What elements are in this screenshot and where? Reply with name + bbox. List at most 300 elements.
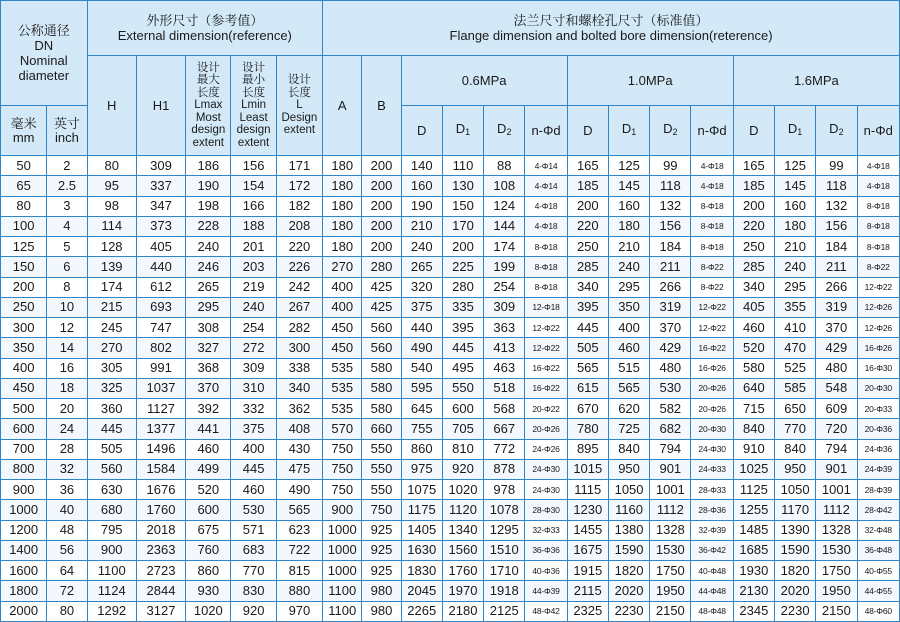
external-dimension-header xyxy=(87,1,323,56)
table-cell: 20-Φ30 xyxy=(691,419,733,439)
table-cell: 368 xyxy=(186,358,231,378)
d1-sub: 1 xyxy=(631,127,637,137)
d-header-10: D xyxy=(567,106,608,156)
table-cell: 925 xyxy=(362,561,401,581)
table-cell: 44-Φ48 xyxy=(691,581,733,601)
table-cell: 200 xyxy=(567,196,608,216)
table-cell: 645 xyxy=(401,399,442,419)
table-cell: 408 xyxy=(276,419,322,439)
table-row xyxy=(1,399,900,419)
table-cell: 1710 xyxy=(484,561,525,581)
table-cell: 24-Φ26 xyxy=(525,439,567,459)
table-cell: 36-Φ42 xyxy=(691,540,733,560)
table-cell: 32-Φ33 xyxy=(525,520,567,540)
table-cell: 1377 xyxy=(136,419,185,439)
table-cell: 560 xyxy=(362,318,401,338)
table-cell: 24-Φ33 xyxy=(691,459,733,479)
table-cell: 750 xyxy=(323,439,362,459)
table-cell: 2230 xyxy=(774,601,815,622)
table-cell: 615 xyxy=(567,378,608,398)
mm-en: mm xyxy=(12,129,35,145)
table-cell: 180 xyxy=(323,237,362,257)
table-row xyxy=(1,601,900,622)
table-cell: 266 xyxy=(816,277,857,297)
table-cell: 840 xyxy=(774,439,815,459)
table-cell: 150 xyxy=(1,257,47,277)
table-cell: 1200 xyxy=(1,520,47,540)
table-cell: 609 xyxy=(816,399,857,419)
table-cell: 125 xyxy=(774,156,815,176)
table-cell: 200 xyxy=(362,237,401,257)
table-cell: 568 xyxy=(484,399,525,419)
d2-sub: 2 xyxy=(506,127,512,137)
table-cell: 266 xyxy=(650,277,691,297)
table-row xyxy=(1,277,900,297)
table-cell: 600 xyxy=(186,500,231,520)
table-cell: 580 xyxy=(362,378,401,398)
table-cell: 80 xyxy=(1,196,47,216)
table-cell: 1075 xyxy=(401,480,442,500)
table-cell: 1328 xyxy=(650,520,691,540)
table-row xyxy=(1,196,900,216)
table-cell: 535 xyxy=(323,399,362,419)
table-cell: 565 xyxy=(567,358,608,378)
table-cell: 550 xyxy=(442,378,483,398)
pressure-10-header: 1.0MPa xyxy=(567,56,733,106)
table-cell: 770 xyxy=(231,561,276,581)
table-row xyxy=(1,358,900,378)
table-row xyxy=(1,156,900,176)
d2-main: D xyxy=(663,121,673,136)
table-cell: 2020 xyxy=(774,581,815,601)
table-cell: 16-Φ26 xyxy=(691,358,733,378)
table-cell: 203 xyxy=(231,257,276,277)
table-cell: 600 xyxy=(442,399,483,419)
table-cell: 250 xyxy=(1,297,47,317)
table-cell: 220 xyxy=(567,216,608,236)
pressure-16-header: 1.6MPa xyxy=(733,56,899,106)
table-cell: 3127 xyxy=(136,601,185,622)
table-cell: 362 xyxy=(276,399,322,419)
lmin-en-line2: design xyxy=(236,124,271,137)
table-cell: 2 xyxy=(47,156,87,176)
table-cell: 530 xyxy=(650,378,691,398)
table-cell: 285 xyxy=(567,257,608,277)
h1-header: H1 xyxy=(136,56,185,156)
nominal-diameter-header xyxy=(1,1,88,106)
table-cell: 1750 xyxy=(650,561,691,581)
table-cell: 535 xyxy=(323,378,362,398)
table-cell: 2345 xyxy=(733,601,774,622)
table-cell: 282 xyxy=(276,318,322,338)
table-cell: 880 xyxy=(276,581,322,601)
table-cell: 2125 xyxy=(484,601,525,622)
d2-sub: 2 xyxy=(672,127,678,137)
table-cell: 755 xyxy=(401,419,442,439)
table-cell: 580 xyxy=(733,358,774,378)
table-cell: 450 xyxy=(323,318,362,338)
table-cell: 470 xyxy=(774,338,815,358)
table-cell: 525 xyxy=(774,358,815,378)
table-cell: 1584 xyxy=(136,459,185,479)
table-row xyxy=(1,297,900,317)
table-cell: 794 xyxy=(650,439,691,459)
table-cell: 1000 xyxy=(323,561,362,581)
table-cell: 1685 xyxy=(733,540,774,560)
table-row xyxy=(1,439,900,459)
table-cell: 925 xyxy=(362,520,401,540)
lmin-en-line1: Least xyxy=(239,111,268,124)
table-cell: 1112 xyxy=(816,500,857,520)
table-cell: 425 xyxy=(362,297,401,317)
table-cell: 1292 xyxy=(87,601,136,622)
table-cell: 1015 xyxy=(567,459,608,479)
table-cell: 108 xyxy=(484,176,525,196)
h-header: H xyxy=(87,56,136,156)
table-cell: 165 xyxy=(567,156,608,176)
table-cell: 128 xyxy=(87,237,136,257)
table-cell: 991 xyxy=(136,358,185,378)
table-cell: 930 xyxy=(186,581,231,601)
table-cell: 499 xyxy=(186,459,231,479)
table-cell: 295 xyxy=(608,277,649,297)
table-cell: 500 xyxy=(1,399,47,419)
table-cell: 460 xyxy=(231,480,276,500)
table-cell: 2020 xyxy=(608,581,649,601)
table-cell: 309 xyxy=(136,156,185,176)
table-cell: 1001 xyxy=(650,480,691,500)
table-cell: 840 xyxy=(733,419,774,439)
d2-header-06 xyxy=(484,106,525,156)
table-cell: 325 xyxy=(87,378,136,398)
table-cell: 18 xyxy=(47,378,87,398)
table-cell: 28-Φ42 xyxy=(857,500,899,520)
table-cell: 450 xyxy=(1,378,47,398)
l-cn-line2: 长度 xyxy=(287,86,311,99)
d1-header-16 xyxy=(774,106,815,156)
table-cell: 16-Φ22 xyxy=(525,378,567,398)
table-cell: 226 xyxy=(276,257,322,277)
table-cell: 160 xyxy=(774,196,815,216)
dn-en: Nominal diameter xyxy=(18,53,70,83)
table-cell: 1020 xyxy=(442,480,483,500)
table-cell: 250 xyxy=(567,237,608,257)
table-cell: 332 xyxy=(231,399,276,419)
table-cell: 1405 xyxy=(401,520,442,540)
table-cell: 1000 xyxy=(323,540,362,560)
table-cell: 1100 xyxy=(323,581,362,601)
table-cell: 920 xyxy=(231,601,276,622)
table-cell: 395 xyxy=(442,318,483,338)
table-cell: 12-Φ22 xyxy=(525,338,567,358)
table-cell: 98 xyxy=(87,196,136,216)
table-cell: 1020 xyxy=(186,601,231,622)
table-cell: 2150 xyxy=(816,601,857,622)
table-cell: 4-Φ14 xyxy=(525,156,567,176)
table-cell: 2018 xyxy=(136,520,185,540)
table-cell: 188 xyxy=(231,216,276,236)
table-cell: 184 xyxy=(816,237,857,257)
table-cell: 28-Φ33 xyxy=(691,480,733,500)
table-cell: 8-Φ22 xyxy=(691,277,733,297)
table-cell: 4-Φ14 xyxy=(525,176,567,196)
nphi-header-10: n-Φd xyxy=(691,106,733,156)
table-cell: 16-Φ30 xyxy=(857,358,899,378)
table-cell: 254 xyxy=(231,318,276,338)
table-cell: 682 xyxy=(650,419,691,439)
table-cell: 211 xyxy=(650,257,691,277)
lmin-en-line3: extent xyxy=(237,136,270,149)
table-cell: 1455 xyxy=(567,520,608,540)
table-cell: 895 xyxy=(567,439,608,459)
table-cell: 1380 xyxy=(608,520,649,540)
table-cell: 200 xyxy=(362,196,401,216)
table-cell: 550 xyxy=(362,459,401,479)
table-cell: 2180 xyxy=(442,601,483,622)
table-cell: 8-Φ18 xyxy=(525,257,567,277)
table-cell: 145 xyxy=(608,176,649,196)
dn-code: DN xyxy=(34,38,54,53)
d-header-06: D xyxy=(401,106,442,156)
l-en-line2: extent xyxy=(283,124,316,137)
d2-header-10 xyxy=(650,106,691,156)
table-cell: 1112 xyxy=(650,500,691,520)
table-cell: 400 xyxy=(608,318,649,338)
table-row xyxy=(1,338,900,358)
table-cell: 900 xyxy=(323,500,362,520)
table-cell: 490 xyxy=(401,338,442,358)
table-cell: 337 xyxy=(136,176,185,196)
table-cell: 910 xyxy=(733,439,774,459)
table-cell: 1160 xyxy=(608,500,649,520)
table-cell: 272 xyxy=(231,338,276,358)
table-cell: 4-Φ18 xyxy=(691,176,733,196)
table-cell: 565 xyxy=(608,378,649,398)
table-cell: 463 xyxy=(484,358,525,378)
table-cell: 20-Φ26 xyxy=(691,378,733,398)
table-cell: 198 xyxy=(186,196,231,216)
table-cell: 550 xyxy=(362,439,401,459)
table-cell: 48 xyxy=(47,520,87,540)
table-cell: 580 xyxy=(362,399,401,419)
b-header: B xyxy=(362,56,401,156)
table-cell: 171 xyxy=(276,156,322,176)
table-cell: 88 xyxy=(484,156,525,176)
lmax-cn-line3: 长度 xyxy=(196,86,220,99)
table-cell: 1590 xyxy=(608,540,649,560)
table-cell: 210 xyxy=(608,237,649,257)
table-cell: 770 xyxy=(774,419,815,439)
lmax-en-line3: extent xyxy=(192,136,224,149)
table-cell: 44-Φ39 xyxy=(525,581,567,601)
table-cell: 24-Φ30 xyxy=(691,439,733,459)
table-cell: 156 xyxy=(231,156,276,176)
table-cell: 975 xyxy=(401,459,442,479)
table-cell: 2325 xyxy=(567,601,608,622)
table-cell: 242 xyxy=(276,277,322,297)
table-cell: 210 xyxy=(401,216,442,236)
l-en-line1: Design xyxy=(281,111,318,124)
table-cell: 595 xyxy=(401,378,442,398)
table-cell: 28-Φ30 xyxy=(525,500,567,520)
table-cell: 4-Φ18 xyxy=(525,196,567,216)
table-cell: 1255 xyxy=(733,500,774,520)
table-cell: 582 xyxy=(650,399,691,419)
table-cell: 308 xyxy=(186,318,231,338)
table-cell: 36-Φ48 xyxy=(857,540,899,560)
table-cell: 370 xyxy=(186,378,231,398)
l-header xyxy=(276,56,322,156)
table-cell: 200 xyxy=(1,277,47,297)
table-cell: 1590 xyxy=(774,540,815,560)
table-cell: 440 xyxy=(136,257,185,277)
table-cell: 360 xyxy=(87,399,136,419)
table-cell: 1025 xyxy=(733,459,774,479)
table-cell: 901 xyxy=(650,459,691,479)
table-cell: 160 xyxy=(608,196,649,216)
table-cell: 1000 xyxy=(1,500,47,520)
table-cell: 392 xyxy=(186,399,231,419)
table-cell: 14 xyxy=(47,338,87,358)
table-cell: 154 xyxy=(231,176,276,196)
table-cell: 184 xyxy=(650,237,691,257)
table-cell: 185 xyxy=(567,176,608,196)
table-cell: 350 xyxy=(1,338,47,358)
table-cell: 2150 xyxy=(650,601,691,622)
table-cell: 815 xyxy=(276,561,322,581)
d-header-16: D xyxy=(733,106,774,156)
table-cell: 95 xyxy=(87,176,136,196)
table-cell: 8 xyxy=(47,277,87,297)
table-cell: 200 xyxy=(442,237,483,257)
table-cell: 201 xyxy=(231,237,276,257)
table-cell: 250 xyxy=(733,237,774,257)
table-cell: 680 xyxy=(87,500,136,520)
table-cell: 16-Φ26 xyxy=(857,338,899,358)
table-cell: 16 xyxy=(47,358,87,378)
table-cell: 156 xyxy=(650,216,691,236)
table-cell: 156 xyxy=(816,216,857,236)
table-row xyxy=(1,540,900,560)
table-cell: 520 xyxy=(733,338,774,358)
table-cell: 1830 xyxy=(401,561,442,581)
table-cell: 980 xyxy=(362,581,401,601)
table-cell: 1970 xyxy=(442,581,483,601)
table-cell: 8-Φ18 xyxy=(525,277,567,297)
lmax-header xyxy=(186,56,231,156)
lmin-cn-line3: 长度 xyxy=(242,86,266,99)
table-cell: 840 xyxy=(608,439,649,459)
table-cell: 180 xyxy=(323,196,362,216)
lmax-en-line2: design xyxy=(191,124,226,137)
lmin-header xyxy=(231,56,276,156)
table-cell: 715 xyxy=(733,399,774,419)
table-cell: 2115 xyxy=(567,581,608,601)
l-cn-line1: 设计 xyxy=(287,74,311,87)
table-cell: 810 xyxy=(442,439,483,459)
table-cell: 722 xyxy=(276,540,322,560)
table-cell: 400 xyxy=(231,439,276,459)
table-cell: 160 xyxy=(401,176,442,196)
table-row xyxy=(1,378,900,398)
table-cell: 210 xyxy=(774,237,815,257)
table-cell: 5 xyxy=(47,237,87,257)
table-cell: 280 xyxy=(442,277,483,297)
table-cell: 72 xyxy=(47,581,87,601)
table-cell: 6 xyxy=(47,257,87,277)
table-cell: 400 xyxy=(323,297,362,317)
table-cell: 760 xyxy=(186,540,231,560)
table-cell: 246 xyxy=(186,257,231,277)
table-cell: 640 xyxy=(733,378,774,398)
table-cell: 1175 xyxy=(401,500,442,520)
table-cell: 2000 xyxy=(1,601,47,622)
lmin-code: Lmin xyxy=(241,99,267,112)
table-cell: 772 xyxy=(484,439,525,459)
d1-main: D xyxy=(787,121,798,136)
lmax-cn-line2: 最大 xyxy=(196,74,220,87)
table-cell: 211 xyxy=(816,257,857,277)
table-cell: 40 xyxy=(47,500,87,520)
table-cell: 460 xyxy=(608,338,649,358)
table-body xyxy=(1,156,900,622)
table-cell: 750 xyxy=(323,480,362,500)
table-cell: 1530 xyxy=(816,540,857,560)
table-cell: 319 xyxy=(650,297,691,317)
table-cell: 570 xyxy=(323,419,362,439)
table-cell: 901 xyxy=(816,459,857,479)
table-cell: 520 xyxy=(186,480,231,500)
table-cell: 166 xyxy=(231,196,276,216)
table-cell: 535 xyxy=(323,358,362,378)
dn-cn: 公称通径 xyxy=(17,23,70,38)
table-cell: 475 xyxy=(276,459,322,479)
table-cell: 20-Φ26 xyxy=(691,399,733,419)
table-cell: 978 xyxy=(484,480,525,500)
table-cell: 1485 xyxy=(733,520,774,540)
a-header: A xyxy=(323,56,362,156)
mm-cn: 毫米 xyxy=(10,115,37,131)
table-cell: 548 xyxy=(816,378,857,398)
table-row xyxy=(1,520,900,540)
lmin-cn-line2: 最小 xyxy=(242,74,266,87)
table-cell: 550 xyxy=(362,480,401,500)
table-cell: 375 xyxy=(401,297,442,317)
table-cell: 340 xyxy=(733,277,774,297)
table-cell: 370 xyxy=(816,318,857,338)
table-cell: 200 xyxy=(362,176,401,196)
d2-header-16 xyxy=(816,106,857,156)
table-cell: 1915 xyxy=(567,561,608,581)
table-cell: 335 xyxy=(442,297,483,317)
table-cell: 48-Φ60 xyxy=(857,601,899,622)
table-cell: 1125 xyxy=(733,480,774,500)
table-cell: 12-Φ22 xyxy=(691,297,733,317)
table-cell: 405 xyxy=(136,237,185,257)
table-cell: 705 xyxy=(442,419,483,439)
nphi-header-16: n-Φd xyxy=(857,106,899,156)
table-cell: 585 xyxy=(774,378,815,398)
table-cell: 32-Φ39 xyxy=(691,520,733,540)
table-cell: 571 xyxy=(231,520,276,540)
d1-main: D xyxy=(455,121,466,136)
table-cell: 174 xyxy=(87,277,136,297)
table-cell: 219 xyxy=(231,277,276,297)
table-row xyxy=(1,318,900,338)
table-cell: 118 xyxy=(650,176,691,196)
table-cell: 4-Φ18 xyxy=(691,156,733,176)
table-cell: 180 xyxy=(774,216,815,236)
